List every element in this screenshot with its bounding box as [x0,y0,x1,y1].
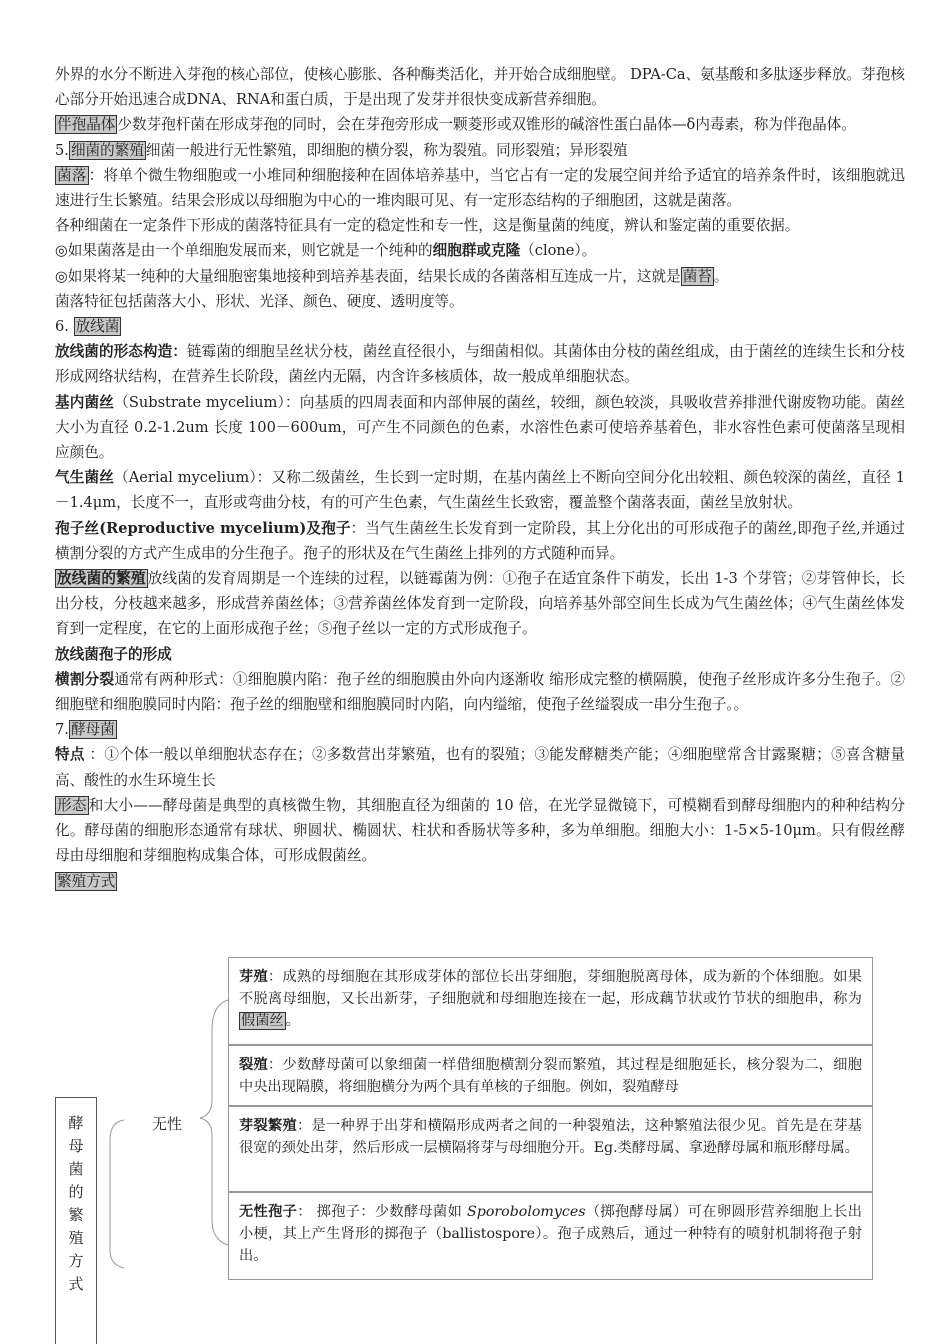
paragraph-substrate-mycelium: 基内菌丝（Substrate mycelium）：向基质的四周表面和内部伸展的菌丝，较细，颜色较淡，具吸收营养排泄代谢废物功能。菌丝大小为直径 0.2-1.2um 长度 100－600um，可产生不同颜色的色素，水溶性色素可使培养基着色，非水容性色素可使菌落呈现相应颜色。 [55,393,905,462]
heading-reproduction-methods [55,869,905,894]
paragraph-colony-features: 各种细菌在一定条件下形成的菌落特征具有一定的稳定性和专一性，这是衡量菌的纯度，辨认和鉴定菌的重要依据。 [55,217,800,235]
highlight-parasporal-crystal: 伴孢晶体 [57,116,116,134]
heading-actinomycetes: 6. 放线菌 [55,318,120,336]
highlight-yeast: 酵母菌 [70,721,115,739]
paragraph-colony-traits: 菌落特征包括菌落大小、形状、光泽、颜色、硬度、透明度等。 [55,292,464,310]
box-asexual-spores: 无性孢子： 掷孢子：少数酵母菌如 Sporobolomyces（掷孢酵母属）可在卵圆形营养细胞上长出小梗，其上产生肾形的掷孢子（ballistospore）。孢子成熟后，通过一种特有的喷射机制将孢子射出。 [228,1192,873,1280]
paragraph-morphology: 放线菌的形态构造：链霉菌的细胞呈丝状分枝，菌丝直径很小，与细菌相似。其菌体由分枝的菌丝组成，由于菌丝的连续生长和分枝形成网络状结构，在营养生长阶段，菌丝内无隔，内含许多核质体，故一般成单细胞状态。 [55,343,905,386]
paragraph-spore-mycelium: 孢子丝(Reproductive mycelium)及孢子：当气生菌丝生长发育到一定阶段，其上分化出的可形成孢子的菌丝,即孢子丝,并通过横割分裂的方式产生成串的分生孢子。孢子的形状及在气生菌丝上排列的方式随种而异。 [55,519,906,562]
highlight-actinomycetes: 放线菌 [75,318,120,336]
heading-yeast: 7. 酵母菌 [55,721,115,739]
paragraph-yeast-morphology: 形态 和大小——酵母菌是典型的真核微生物，其细胞直径为细菌的 10 倍，在光学显微镜下，可模糊看到酵母细胞内的种种结构分化。酵母菌的细胞形态通常有球状、卵圆状、椭圆状、柱状和香肠状等多种，多为单细胞。细胞大小：1-5×5-10μm。只有假丝酵母由母细胞和芽细胞构成集合体，可形成假菌丝。 [55,796,905,865]
heading-bacteria-reproduction: 5. 细菌的繁殖 细菌一般进行无性繁殖，即细胞的横分裂，称为裂殖。同形裂殖；异形裂殖 [55,141,628,159]
label-asexual: 无性 [152,1115,183,1133]
highlight-pseudohyphae: 假菌丝 [241,1013,284,1029]
paragraph-clone: ◎如果菌落是由一个单细胞发展而来，则它就是一个纯种的细胞群或克隆（clone）。 [55,242,597,260]
box-bud-fission: 芽裂繁殖：是一种界于出芽和横隔形成两者之间的一种裂殖法，这种繁殖法很少见。首先是在芽基很宽的颈处出芽，然后形成一层横隔将芽与母细胞分开。Eg.类酵母属、拿逊酵母属和瓶形酵母属。 [228,1106,873,1192]
paragraph-transverse-division: 横割分裂通常有两种形式：①细胞膜内陷：孢子丝的细胞膜由外向内逐渐收 缩形成完整的横隔膜，使孢子丝形成许多分生孢子。②细胞壁和细胞膜同时内陷：孢子丝的细胞壁和细胞膜同时内陷，向内缢缩，使孢子丝缢裂成一串分生孢子。。 [55,670,905,714]
box-budding: 芽殖：成熟的母细胞在其形成芽体的部位长出芽细胞，芽细胞脱离母体，成为新的个体细胞。如果不脱离母细胞，又长出新芽，子细胞就和母细胞连接在一起，形成藕节状或竹节状的细胞串，称为假菌丝 。 [228,957,873,1045]
highlight-actino-reproduction: 放线菌的繁殖 [57,570,146,588]
paragraph-colony: 菌落 ：将单个微生物细胞或一小堆同种细胞接种在固体培养基中，当它占有一定的发展空间并给予适宜的培养条件时，该细胞就迅速进行生长繁殖。结果会形成以母细胞为中心的一堆肉眼可见、有一定形态结构的子细胞团，这就是菌落。 [55,166,905,210]
highlight-colony: 菌落 [57,166,87,184]
document-body [55,62,905,894]
paragraph-parasporal-crystal: 伴孢晶体 少数芽孢杆菌在形成芽孢的同时，会在芽孢旁形成一颗菱形或双锥形的碱溶性蛋白晶体—δ内毒素，称为伴孢晶体。 [57,116,856,134]
brace-inner [200,1000,228,1245]
paragraph-actino-reproduction: 放线菌的繁殖 放线菌的发育周期是一个连续的过程，以链霉菌为例：①孢子在适宜条件下萌发，长出 1-3 个芽管；②芽管伸长，长出分枝，分枝越来越多，形成营养菌丝体；③营养菌丝体发育到一定阶段，向培养基外部空间生长成为气生菌丝体；④气生菌丝体发育到一定程度，在它的上面形成孢子丝；⑤孢子丝以一定的方式形成孢子。 [55,570,905,638]
paragraph-yeast-features: 特点 ：①个体一般以单细胞状态存在；②多数营出芽繁殖，也有的裂殖；③能发酵糖类产能；④细胞壁常含甘露聚糖；⑤喜含糖量高、酸性的水生环境生长 [55,746,905,789]
highlight-lawn: 菌苔 [682,267,712,285]
paragraph-aerial-mycelium: 气生菌丝（Aerial mycelium）：又称二级菌丝，生长到一定时期，在基内菌丝上不断向空间分化出较粗、颜色较深的菌丝，直径 1－1.4μm，长度不一，直形或弯曲分枝，有的可产生色素，气生菌丝生长致密，覆盖整个菌落表面，菌丝呈放射状。 [55,469,905,512]
highlight-reproduction-methods: 繁殖方式 [57,872,116,890]
paragraph-germination: 外界的水分不断进入芽孢的核心部位，使核心膨胀、各种酶类活化，并开始合成细胞壁。 DPA-Ca、氨基酸和多肽逐步释放。芽孢核心部分开始迅速合成DNA、RNA和蛋白质，于是出现了发芽并很快变成新营养细胞。 [55,66,905,109]
paragraph-lawn: ◎如果将某一纯种的大量细胞密集地接种到培养基表面，结果长成的各菌落相互连成一片，这就是 菌苔 。 [55,267,729,285]
vertical-label-yeast-reproduction: 酵 母 菌 的 繁 殖 方 式 [55,1097,97,1344]
highlight-morphology: 形态 [57,796,87,814]
brace-outer [110,1120,124,1268]
highlight-bacteria-reproduction: 细菌的繁殖 [70,141,144,159]
box-fission: 裂殖：少数酵母菌可以象细菌一样借细胞横割分裂而繁殖，其过程是细胞延长，核分裂为二，细胞中央出现隔膜，将细胞横分为两个具有单核的子细胞。例如，裂殖酵母 [228,1045,873,1106]
heading-spore-formation: 放线菌孢子的形成 [55,645,172,663]
